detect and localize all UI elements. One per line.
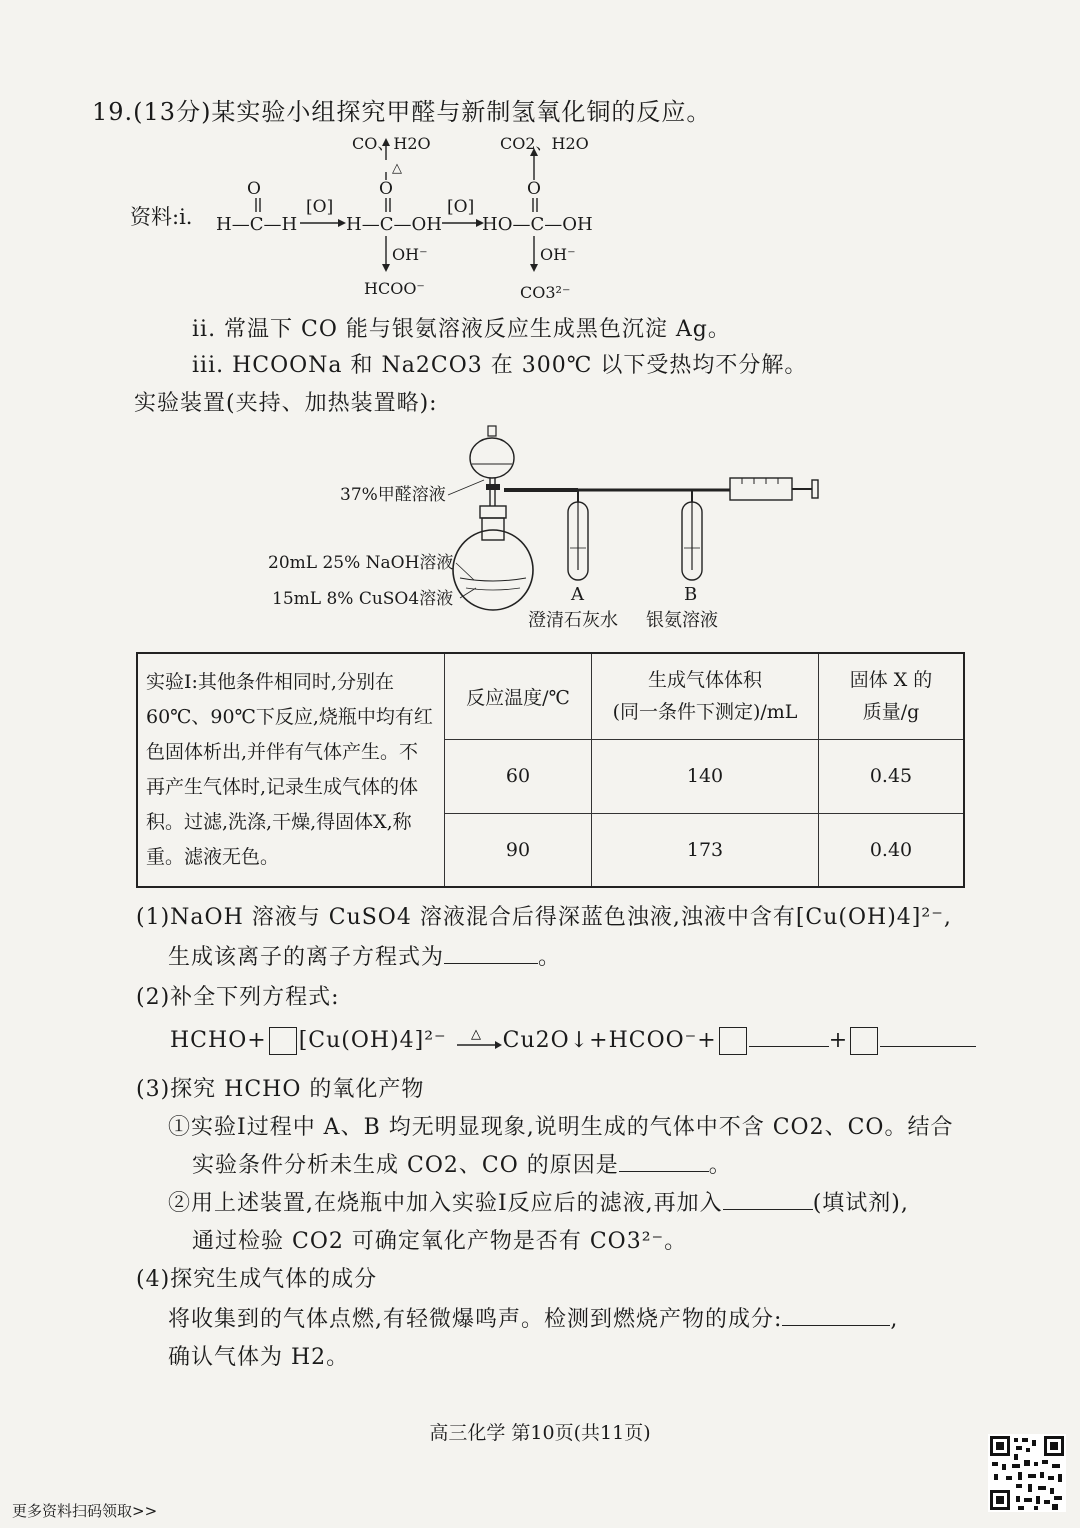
coef-box-2[interactable] [719,1027,747,1055]
base-2: OH⁻ [540,245,576,264]
q4-line1 [168,1302,898,1333]
label-b-content: 银氨溶液 [646,610,718,631]
eq-products: Cu2O↓+HCOO⁻+ [502,1028,717,1053]
promo-text[interactable]: 更多资料扫码领取>> [12,1502,158,1520]
q4-title: (4)探究生成气体的成分 [136,1267,378,1292]
cell-temp: 60 [445,739,592,813]
carbonic-acid: HO—C—OH [482,214,593,235]
q3-2-line2: 通过检验 CO2 可确定氧化产物是否有 CO3²⁻。 [192,1229,688,1254]
qr-code[interactable] [988,1434,1066,1512]
oxygen-3: O [527,179,541,199]
q3-1-answer-blank[interactable] [619,1151,709,1172]
q3-1-line2 [192,1148,732,1179]
header-solid-mass [819,653,965,739]
coef-box-1[interactable] [269,1027,297,1055]
label-b: B [684,584,698,605]
question-header: 19.(13分)某实验小组探究甲醛与新制氢氧化铜的反应。 [92,98,712,126]
q1-line1: (1)NaOH 溶液与 CuSO4 溶液混合后得深蓝色浊液,浊液中含有[Cu(OH)4]²⁻, [136,905,952,930]
formaldehyde: H—C—H [216,214,298,235]
products-down-2: CO3²⁻ [520,283,571,302]
q2-equation [170,1026,976,1055]
product-blank-1[interactable] [749,1026,829,1047]
oxygen-2: O [379,179,393,199]
cell-mass: 0.45 [819,739,965,813]
page-footer: 高三化学 第10页(共11页) [429,1422,651,1444]
q1-end: 。 [538,945,562,970]
q3-2-line1 [168,1186,909,1217]
cell-volume: 140 [592,739,819,813]
q3-title: (3)探究 HCHO 的氧化产物 [136,1077,425,1102]
header-solid-line2: 质量/g [862,701,920,724]
heat-symbol-1: △ [392,161,402,176]
q4-end: , [890,1307,899,1332]
label-formaldehyde: 37%甲醛溶液 [340,485,446,505]
q3-1-text: 实验条件分析未生成 CO2、CO 的原因是 [192,1153,619,1178]
oxidant-2: [O] [447,197,475,217]
label-naoh: 20mL 25% NaOH溶液 [268,553,454,573]
base-1: OH⁻ [392,245,428,264]
label-cuso4: 15mL 8% CuSO4溶液 [272,589,454,609]
heat-symbol: △ [470,1028,482,1042]
header-temperature: 反应温度/℃ [445,653,592,739]
q4-line2: 确认气体为 H2。 [168,1345,350,1370]
header-gas-volume [592,653,819,739]
eq-complex: [Cu(OH)4]²⁻ [298,1028,447,1053]
cell-mass: 0.40 [819,813,965,887]
cell-temp: 90 [445,813,592,887]
products-up-2: CO2、H2O [500,134,589,153]
formic-acid: H—C—OH [346,214,442,235]
q3-2-reagent-blank[interactable] [723,1189,813,1210]
oxygen-1: O [247,179,261,199]
q3-1-end: 。 [708,1153,732,1178]
apparatus-title: 实验装置(夹持、加热装置略): [134,391,438,416]
oxidant-1: [O] [306,197,334,217]
q1-answer-blank[interactable] [444,943,538,964]
q3-2-text-b: (填试剂), [812,1191,909,1216]
q1-text: 生成该离子的离子方程式为 [168,945,445,970]
coef-box-3[interactable] [850,1027,878,1055]
products-up-1: CO、H2O [352,134,431,153]
label-a-content: 澄清石灰水 [528,610,618,631]
info-iii: iii. HCOONa 和 Na2CO3 在 300℃ 以下受热均不分解。 [192,353,808,378]
cell-volume: 173 [592,813,819,887]
material-label: 资料:i. [130,205,193,229]
q1-line2 [168,940,561,971]
header-gas-line1: 生成气体体积 [647,669,762,692]
q2-title: (2)补全下列方程式: [136,985,340,1010]
info-ii: ii. 常温下 CO 能与银氨溶液反应生成黑色沉淀 Ag。 [192,317,731,342]
experiment-table [136,652,965,888]
q4-answer-blank[interactable] [782,1305,890,1326]
products-down-1: HCOO⁻ [364,279,425,298]
header-gas-line2: (同一条件下测定)/mL [612,701,798,724]
label-a: A [571,584,584,605]
heat-arrow [455,1028,503,1054]
eq-plus: + [828,1028,849,1053]
product-blank-2[interactable] [880,1026,976,1047]
apparatus-diagram [260,420,830,635]
q3-1-line1: ①实验Ⅰ过程中 A、B 均无明显现象,说明生成的气体中不含 CO2、CO。结合 [168,1115,954,1140]
eq-hcho: HCHO+ [170,1028,267,1053]
q4-text: 将收集到的气体点燃,有轻微爆鸣声。检测到燃烧产物的成分: [168,1307,783,1332]
experiment-description: 实验Ⅰ:其他条件相同时,分别在60℃、90℃下反应,烧瓶中均有红色固体析出,并伴有气体产生。不再产生气体时,记录生成气体的体积。过滤,洗涤,干燥,得固体X,称重。滤液无色。 [137,653,445,887]
oxidation-scheme [120,128,640,306]
header-solid-line1: 固体 X 的 [849,669,933,692]
q3-2-text-a: ②用上述装置,在烧瓶中加入实验Ⅰ反应后的滤液,再加入 [168,1191,723,1216]
